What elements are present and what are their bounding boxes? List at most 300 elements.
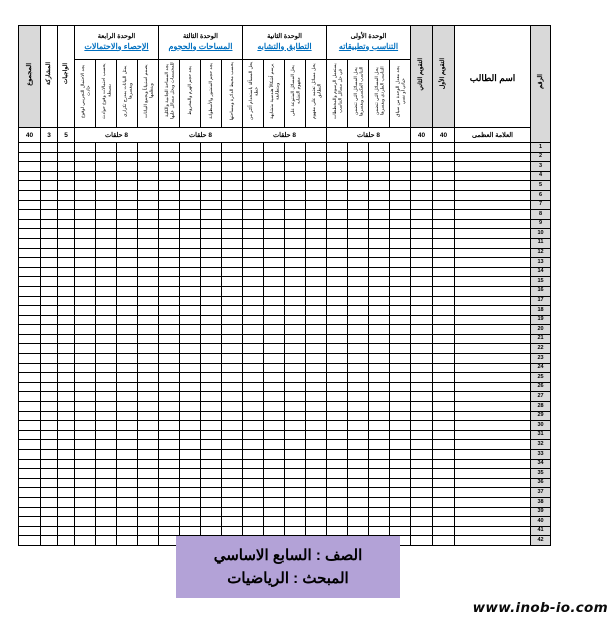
u3-o4-cell[interactable] <box>159 181 180 191</box>
u1-o4-cell[interactable] <box>327 488 348 498</box>
student-name-cell[interactable] <box>455 267 531 277</box>
u1-o4-cell[interactable] <box>327 210 348 220</box>
u3-o2-cell[interactable] <box>201 248 222 258</box>
homework-cell[interactable] <box>58 478 75 488</box>
u1-o4-cell[interactable] <box>327 248 348 258</box>
participation-cell[interactable] <box>41 373 58 383</box>
u2-o3-cell[interactable] <box>264 325 285 335</box>
u1-o2-cell[interactable] <box>369 171 390 181</box>
student-name-cell[interactable] <box>455 277 531 287</box>
u2-o3-cell[interactable] <box>264 526 285 536</box>
u1-o1-cell[interactable] <box>390 152 411 162</box>
u4-o2-cell[interactable] <box>117 296 138 306</box>
homework-cell[interactable] <box>58 517 75 527</box>
u2-o1-cell[interactable] <box>306 258 327 268</box>
eval2-cell[interactable] <box>411 354 433 364</box>
u4-o3-cell[interactable] <box>96 354 117 364</box>
u1-o1-cell[interactable] <box>390 497 411 507</box>
u4-o1-cell[interactable] <box>138 190 159 200</box>
u4-o4-cell[interactable] <box>75 440 96 450</box>
u1-o3-cell[interactable] <box>348 392 369 402</box>
u4-o4-cell[interactable] <box>75 507 96 517</box>
u2-o2-cell[interactable] <box>285 325 306 335</box>
u3-o2-cell[interactable] <box>201 507 222 517</box>
u2-o1-cell[interactable] <box>306 325 327 335</box>
homework-cell[interactable] <box>58 258 75 268</box>
u1-o3-cell[interactable] <box>348 229 369 239</box>
u3-o2-cell[interactable] <box>201 229 222 239</box>
participation-cell[interactable] <box>41 344 58 354</box>
homework-cell[interactable] <box>58 411 75 421</box>
u4-o3-cell[interactable] <box>96 344 117 354</box>
u2-o4-cell[interactable] <box>243 382 264 392</box>
eval2-cell[interactable] <box>411 469 433 479</box>
u4-o1-cell[interactable] <box>138 277 159 287</box>
u1-o1-cell[interactable] <box>390 450 411 460</box>
u2-o2-cell[interactable] <box>285 181 306 191</box>
u2-o1-cell[interactable] <box>306 497 327 507</box>
eval2-cell[interactable] <box>411 171 433 181</box>
total-cell[interactable] <box>19 306 41 316</box>
u1-o4-cell[interactable] <box>327 382 348 392</box>
u3-o1-cell[interactable] <box>222 392 243 402</box>
u3-o3-cell[interactable] <box>180 171 201 181</box>
eval2-cell[interactable] <box>411 450 433 460</box>
u1-o2-cell[interactable] <box>369 430 390 440</box>
u1-o3-cell[interactable] <box>348 344 369 354</box>
total-cell[interactable] <box>19 344 41 354</box>
u2-o3-cell[interactable] <box>264 344 285 354</box>
u3-o1-cell[interactable] <box>222 267 243 277</box>
u3-o4-cell[interactable] <box>159 171 180 181</box>
u1-o1-cell[interactable] <box>390 219 411 229</box>
u2-o2-cell[interactable] <box>285 373 306 383</box>
u4-o1-cell[interactable] <box>138 402 159 412</box>
participation-cell[interactable] <box>41 248 58 258</box>
u4-o2-cell[interactable] <box>117 152 138 162</box>
participation-cell[interactable] <box>41 238 58 248</box>
eval1-cell[interactable] <box>433 363 455 373</box>
u1-o1-cell[interactable] <box>390 421 411 431</box>
u4-o4-cell[interactable] <box>75 229 96 239</box>
u3-o3-cell[interactable] <box>180 210 201 220</box>
participation-cell[interactable] <box>41 190 58 200</box>
participation-cell[interactable] <box>41 200 58 210</box>
homework-cell[interactable] <box>58 325 75 335</box>
u1-o2-cell[interactable] <box>369 507 390 517</box>
eval1-cell[interactable] <box>433 421 455 431</box>
u3-o3-cell[interactable] <box>180 440 201 450</box>
u4-o3-cell[interactable] <box>96 152 117 162</box>
total-cell[interactable] <box>19 258 41 268</box>
u1-o3-cell[interactable] <box>348 267 369 277</box>
u1-o2-cell[interactable] <box>369 488 390 498</box>
total-cell[interactable] <box>19 238 41 248</box>
u3-o4-cell[interactable] <box>159 440 180 450</box>
u3-o4-cell[interactable] <box>159 469 180 479</box>
u4-o2-cell[interactable] <box>117 411 138 421</box>
u4-o1-cell[interactable] <box>138 411 159 421</box>
u2-o3-cell[interactable] <box>264 267 285 277</box>
homework-cell[interactable] <box>58 430 75 440</box>
u3-o2-cell[interactable] <box>201 190 222 200</box>
total-cell[interactable] <box>19 469 41 479</box>
u4-o2-cell[interactable] <box>117 238 138 248</box>
u1-o2-cell[interactable] <box>369 459 390 469</box>
u2-o1-cell[interactable] <box>306 286 327 296</box>
u1-o4-cell[interactable] <box>327 334 348 344</box>
u4-o1-cell[interactable] <box>138 325 159 335</box>
u3-o3-cell[interactable] <box>180 517 201 527</box>
u2-o3-cell[interactable] <box>264 373 285 383</box>
total-cell[interactable] <box>19 334 41 344</box>
u2-o4-cell[interactable] <box>243 315 264 325</box>
u3-o2-cell[interactable] <box>201 238 222 248</box>
total-cell[interactable] <box>19 190 41 200</box>
u1-o1-cell[interactable] <box>390 517 411 527</box>
u2-o2-cell[interactable] <box>285 459 306 469</box>
u1-o1-cell[interactable] <box>390 411 411 421</box>
u3-o2-cell[interactable] <box>201 267 222 277</box>
u1-o4-cell[interactable] <box>327 402 348 412</box>
u4-o2-cell[interactable] <box>117 171 138 181</box>
u1-o1-cell[interactable] <box>390 286 411 296</box>
u2-o4-cell[interactable] <box>243 306 264 316</box>
participation-cell[interactable] <box>41 219 58 229</box>
u2-o2-cell[interactable] <box>285 200 306 210</box>
u1-o3-cell[interactable] <box>348 421 369 431</box>
u4-o3-cell[interactable] <box>96 258 117 268</box>
u3-o4-cell[interactable] <box>159 478 180 488</box>
u4-o1-cell[interactable] <box>138 392 159 402</box>
eval2-cell[interactable] <box>411 315 433 325</box>
eval2-cell[interactable] <box>411 459 433 469</box>
u2-o3-cell[interactable] <box>264 152 285 162</box>
u1-o3-cell[interactable] <box>348 488 369 498</box>
u1-o4-cell[interactable] <box>327 143 348 153</box>
u4-o2-cell[interactable] <box>117 267 138 277</box>
u4-o1-cell[interactable] <box>138 507 159 517</box>
student-name-cell[interactable] <box>455 325 531 335</box>
homework-cell[interactable] <box>58 382 75 392</box>
eval1-cell[interactable] <box>433 517 455 527</box>
u4-o3-cell[interactable] <box>96 315 117 325</box>
u4-o2-cell[interactable] <box>117 430 138 440</box>
u2-o3-cell[interactable] <box>264 171 285 181</box>
u1-o2-cell[interactable] <box>369 325 390 335</box>
u2-o3-cell[interactable] <box>264 306 285 316</box>
u1-o4-cell[interactable] <box>327 517 348 527</box>
u1-o2-cell[interactable] <box>369 277 390 287</box>
u2-o3-cell[interactable] <box>264 450 285 460</box>
u2-o1-cell[interactable] <box>306 306 327 316</box>
u3-o4-cell[interactable] <box>159 430 180 440</box>
u2-o1-cell[interactable] <box>306 402 327 412</box>
u4-o4-cell[interactable] <box>75 219 96 229</box>
u1-o2-cell[interactable] <box>369 392 390 402</box>
u1-o4-cell[interactable] <box>327 344 348 354</box>
u4-o1-cell[interactable] <box>138 536 159 546</box>
eval1-cell[interactable] <box>433 190 455 200</box>
total-cell[interactable] <box>19 162 41 172</box>
u2-o1-cell[interactable] <box>306 171 327 181</box>
u4-o2-cell[interactable] <box>117 507 138 517</box>
eval1-cell[interactable] <box>433 334 455 344</box>
u4-o4-cell[interactable] <box>75 536 96 546</box>
u4-o1-cell[interactable] <box>138 248 159 258</box>
u2-o1-cell[interactable] <box>306 181 327 191</box>
u4-o2-cell[interactable] <box>117 373 138 383</box>
eval2-cell[interactable] <box>411 507 433 517</box>
u2-o4-cell[interactable] <box>243 286 264 296</box>
eval1-cell[interactable] <box>433 258 455 268</box>
u4-o2-cell[interactable] <box>117 450 138 460</box>
u4-o1-cell[interactable] <box>138 430 159 440</box>
u2-o2-cell[interactable] <box>285 286 306 296</box>
u3-o3-cell[interactable] <box>180 229 201 239</box>
u2-o3-cell[interactable] <box>264 517 285 527</box>
u2-o2-cell[interactable] <box>285 258 306 268</box>
u3-o2-cell[interactable] <box>201 181 222 191</box>
student-name-cell[interactable] <box>455 286 531 296</box>
u2-o3-cell[interactable] <box>264 210 285 220</box>
u3-o3-cell[interactable] <box>180 526 201 536</box>
total-cell[interactable] <box>19 181 41 191</box>
participation-cell[interactable] <box>41 411 58 421</box>
homework-cell[interactable] <box>58 440 75 450</box>
u4-o3-cell[interactable] <box>96 306 117 316</box>
u1-o4-cell[interactable] <box>327 497 348 507</box>
u3-o3-cell[interactable] <box>180 373 201 383</box>
u2-o2-cell[interactable] <box>285 450 306 460</box>
u3-o1-cell[interactable] <box>222 354 243 364</box>
u1-o4-cell[interactable] <box>327 277 348 287</box>
u3-o2-cell[interactable] <box>201 296 222 306</box>
u3-o4-cell[interactable] <box>159 143 180 153</box>
u4-o1-cell[interactable] <box>138 382 159 392</box>
u2-o3-cell[interactable] <box>264 296 285 306</box>
student-name-cell[interactable] <box>455 507 531 517</box>
u1-o1-cell[interactable] <box>390 526 411 536</box>
u2-o3-cell[interactable] <box>264 488 285 498</box>
u1-o3-cell[interactable] <box>348 286 369 296</box>
u1-o1-cell[interactable] <box>390 373 411 383</box>
u1-o3-cell[interactable] <box>348 450 369 460</box>
u3-o1-cell[interactable] <box>222 373 243 383</box>
eval2-cell[interactable] <box>411 478 433 488</box>
u3-o1-cell[interactable] <box>222 200 243 210</box>
u3-o2-cell[interactable] <box>201 162 222 172</box>
eval1-cell[interactable] <box>433 430 455 440</box>
student-name-cell[interactable] <box>455 382 531 392</box>
u1-o3-cell[interactable] <box>348 181 369 191</box>
u2-o2-cell[interactable] <box>285 507 306 517</box>
u3-o4-cell[interactable] <box>159 296 180 306</box>
total-cell[interactable] <box>19 507 41 517</box>
u4-o4-cell[interactable] <box>75 267 96 277</box>
u2-o2-cell[interactable] <box>285 315 306 325</box>
u2-o2-cell[interactable] <box>285 238 306 248</box>
homework-cell[interactable] <box>58 488 75 498</box>
u2-o2-cell[interactable] <box>285 306 306 316</box>
u3-o2-cell[interactable] <box>201 143 222 153</box>
u2-o3-cell[interactable] <box>264 421 285 431</box>
u2-o1-cell[interactable] <box>306 421 327 431</box>
eval1-cell[interactable] <box>433 440 455 450</box>
u3-o2-cell[interactable] <box>201 488 222 498</box>
u3-o3-cell[interactable] <box>180 363 201 373</box>
u2-o2-cell[interactable] <box>285 411 306 421</box>
participation-cell[interactable] <box>41 478 58 488</box>
u1-o3-cell[interactable] <box>348 306 369 316</box>
homework-cell[interactable] <box>58 152 75 162</box>
u2-o1-cell[interactable] <box>306 354 327 364</box>
u4-o2-cell[interactable] <box>117 536 138 546</box>
student-name-cell[interactable] <box>455 354 531 364</box>
u2-o2-cell[interactable] <box>285 402 306 412</box>
u1-o2-cell[interactable] <box>369 238 390 248</box>
student-name-cell[interactable] <box>455 200 531 210</box>
total-cell[interactable] <box>19 171 41 181</box>
eval2-cell[interactable] <box>411 517 433 527</box>
u1-o1-cell[interactable] <box>390 296 411 306</box>
u1-o4-cell[interactable] <box>327 363 348 373</box>
total-cell[interactable] <box>19 382 41 392</box>
u1-o4-cell[interactable] <box>327 469 348 479</box>
u3-o2-cell[interactable] <box>201 392 222 402</box>
u3-o1-cell[interactable] <box>222 315 243 325</box>
u4-o3-cell[interactable] <box>96 219 117 229</box>
homework-cell[interactable] <box>58 210 75 220</box>
u3-o3-cell[interactable] <box>180 421 201 431</box>
eval1-cell[interactable] <box>433 392 455 402</box>
u4-o3-cell[interactable] <box>96 210 117 220</box>
total-cell[interactable] <box>19 430 41 440</box>
u2-o2-cell[interactable] <box>285 162 306 172</box>
total-cell[interactable] <box>19 325 41 335</box>
eval2-cell[interactable] <box>411 402 433 412</box>
u3-o2-cell[interactable] <box>201 258 222 268</box>
eval2-cell[interactable] <box>411 210 433 220</box>
u2-o3-cell[interactable] <box>264 315 285 325</box>
u3-o3-cell[interactable] <box>180 238 201 248</box>
u4-o4-cell[interactable] <box>75 248 96 258</box>
participation-cell[interactable] <box>41 171 58 181</box>
u3-o1-cell[interactable] <box>222 229 243 239</box>
u2-o2-cell[interactable] <box>285 497 306 507</box>
homework-cell[interactable] <box>58 143 75 153</box>
student-name-cell[interactable] <box>455 517 531 527</box>
u2-o4-cell[interactable] <box>243 219 264 229</box>
u2-o1-cell[interactable] <box>306 210 327 220</box>
u2-o1-cell[interactable] <box>306 517 327 527</box>
u3-o4-cell[interactable] <box>159 517 180 527</box>
u2-o4-cell[interactable] <box>243 354 264 364</box>
homework-cell[interactable] <box>58 286 75 296</box>
student-name-cell[interactable] <box>455 248 531 258</box>
u3-o3-cell[interactable] <box>180 459 201 469</box>
u4-o1-cell[interactable] <box>138 488 159 498</box>
u1-o2-cell[interactable] <box>369 402 390 412</box>
u3-o4-cell[interactable] <box>159 315 180 325</box>
u4-o1-cell[interactable] <box>138 354 159 364</box>
u4-o3-cell[interactable] <box>96 478 117 488</box>
u4-o4-cell[interactable] <box>75 344 96 354</box>
u2-o3-cell[interactable] <box>264 229 285 239</box>
u2-o2-cell[interactable] <box>285 143 306 153</box>
u4-o4-cell[interactable] <box>75 469 96 479</box>
u2-o4-cell[interactable] <box>243 421 264 431</box>
u1-o1-cell[interactable] <box>390 488 411 498</box>
homework-cell[interactable] <box>58 181 75 191</box>
eval1-cell[interactable] <box>433 507 455 517</box>
homework-cell[interactable] <box>58 354 75 364</box>
u1-o1-cell[interactable] <box>390 162 411 172</box>
u2-o4-cell[interactable] <box>243 229 264 239</box>
u2-o3-cell[interactable] <box>264 402 285 412</box>
homework-cell[interactable] <box>58 526 75 536</box>
u3-o1-cell[interactable] <box>222 258 243 268</box>
u2-o1-cell[interactable] <box>306 440 327 450</box>
u3-o1-cell[interactable] <box>222 517 243 527</box>
u1-o2-cell[interactable] <box>369 469 390 479</box>
u3-o3-cell[interactable] <box>180 430 201 440</box>
participation-cell[interactable] <box>41 354 58 364</box>
u4-o2-cell[interactable] <box>117 258 138 268</box>
eval2-cell[interactable] <box>411 373 433 383</box>
u2-o3-cell[interactable] <box>264 190 285 200</box>
student-name-cell[interactable] <box>455 469 531 479</box>
u3-o4-cell[interactable] <box>159 363 180 373</box>
u1-o2-cell[interactable] <box>369 152 390 162</box>
homework-cell[interactable] <box>58 536 75 546</box>
u2-o4-cell[interactable] <box>243 325 264 335</box>
u2-o4-cell[interactable] <box>243 258 264 268</box>
u4-o3-cell[interactable] <box>96 334 117 344</box>
homework-cell[interactable] <box>58 459 75 469</box>
u2-o3-cell[interactable] <box>264 248 285 258</box>
u3-o2-cell[interactable] <box>201 354 222 364</box>
u3-o1-cell[interactable] <box>222 507 243 517</box>
eval1-cell[interactable] <box>433 277 455 287</box>
total-cell[interactable] <box>19 267 41 277</box>
u2-o2-cell[interactable] <box>285 517 306 527</box>
u3-o2-cell[interactable] <box>201 315 222 325</box>
u4-o1-cell[interactable] <box>138 440 159 450</box>
u1-o2-cell[interactable] <box>369 219 390 229</box>
u3-o1-cell[interactable] <box>222 248 243 258</box>
eval2-cell[interactable] <box>411 143 433 153</box>
u3-o1-cell[interactable] <box>222 450 243 460</box>
u2-o4-cell[interactable] <box>243 238 264 248</box>
u2-o1-cell[interactable] <box>306 526 327 536</box>
u1-o1-cell[interactable] <box>390 171 411 181</box>
u1-o3-cell[interactable] <box>348 190 369 200</box>
u2-o4-cell[interactable] <box>243 478 264 488</box>
u3-o4-cell[interactable] <box>159 488 180 498</box>
total-cell[interactable] <box>19 373 41 383</box>
u1-o1-cell[interactable] <box>390 459 411 469</box>
u4-o3-cell[interactable] <box>96 488 117 498</box>
participation-cell[interactable] <box>41 517 58 527</box>
u4-o2-cell[interactable] <box>117 277 138 287</box>
u1-o2-cell[interactable] <box>369 334 390 344</box>
u1-o4-cell[interactable] <box>327 152 348 162</box>
eval1-cell[interactable] <box>433 315 455 325</box>
eval2-cell[interactable] <box>411 277 433 287</box>
u3-o1-cell[interactable] <box>222 171 243 181</box>
total-cell[interactable] <box>19 143 41 153</box>
